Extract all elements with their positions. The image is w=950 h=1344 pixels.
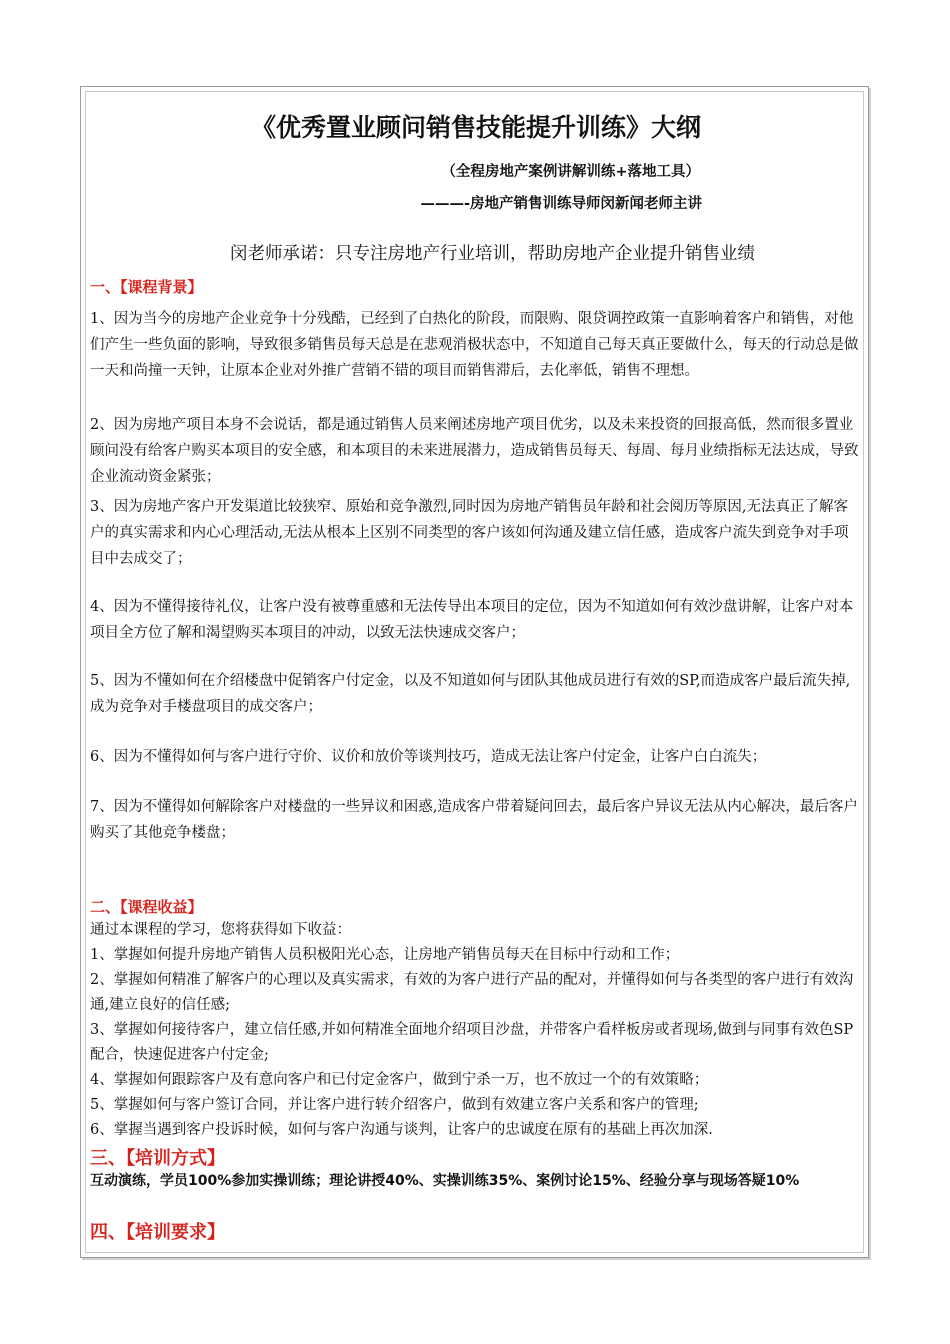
benefit-item-2: 2、掌握如何精准了解客户的心理以及真实需求，有效的为客户进行产品的配对，并懂得如何与各类型的客户进行有效沟通,建立良好的信任感; [90, 972, 854, 1013]
section-heading-method: 三、【培训方式】 [90, 1148, 225, 1169]
benefits-intro: 通过本课程的学习，您将获得如下收益： [90, 922, 351, 938]
benefit-item-4: 4、掌握如何跟踪客户及有意向客户和已付定金客户，做到宁杀一万，也不放过一个的有效策略； [90, 1072, 709, 1088]
background-paragraph-3: 3、因为房地产客户开发渠道比较狭窄、原始和竞争激烈,同时因为房地产销售员年龄和社会阅历等原因,无法真正了解客户的真实需求和内心心理活动,无法从根本上区别不同类型的客户该如何沟通及建立信任感，造成客户流失到竞争对手项目中去成交了； [90, 499, 849, 567]
subtitle: （全程房地产案例讲解训练+落地工具） [441, 164, 700, 180]
background-paragraph-2: 2、因为房地产项目本身不会说话，都是通过销售人员来阐述房地产项目优劣，以及未来投资的回报高低，然而很多置业顾问没有给客户购买本项目的安全感，和本项目的未来进展潜力，造成销售员每天、每周、每月业绩指标无法达成，导致企业流动资金紧张； [90, 417, 859, 485]
background-paragraph-1: 1、因为当今的房地产企业竞争十分残酷，已经到了白热化的阶段，而限购、限贷调控政策一直影响着客户和销售，对他们产生一些负面的影响，导致很多销售员每天总是在悲观消极状态中，不知道自己每天真正要做什么，每天的行动总是做一天和尚撞一天钟，让原本企业对外推广营销不错的项目而销售滞后，去化率低，销售不理想。 [90, 311, 859, 379]
benefit-item-6: 6、掌握当遇到客户投诉时候，如何与客户沟通与谈判，让客户的忠诚度在原有的基础上再次加深. [90, 1122, 713, 1138]
promise-statement: 闵老师承诺：只专注房地产行业培训，帮助房地产企业提升销售业绩 [230, 244, 755, 264]
background-paragraph-6: 6、因为不懂得如何与客户进行守价、议价和放价等谈判技巧，造成无法让客户付定金，让客户白白流失； [90, 749, 767, 765]
section-heading-benefits: 二、【课程收益】 [90, 898, 203, 916]
background-paragraph-7: 7、因为不懂得如何解除客户对楼盘的一些异议和困惑,造成客户带着疑问回去，最后客户异议无法从内心解决，最后客户购买了其他竞争楼盘； [90, 799, 858, 841]
background-paragraph-5: 5、因为不懂如何在介绍楼盘中促销客户付定金，以及不知道如何与团队其他成员进行有效的SP,而造成客户最后流失掉,成为竞争对手楼盘项目的成交客户； [90, 673, 851, 715]
page-title: 《优秀置业顾问销售技能提升训练》大纲 [250, 113, 701, 142]
benefit-item-5: 5、掌握如何与客户签订合同，并让客户进行转介绍客户，做到有效建立客户关系和客户的管理; [90, 1097, 699, 1113]
benefit-item-1: 1、掌握如何提升房地产销售人员积极阳光心态，让房地产销售员每天在目标中行动和工作； [90, 947, 680, 963]
section-heading-background: 一、【课程背景】 [90, 278, 203, 296]
section-heading-requirements: 四、【培训要求】 [90, 1222, 225, 1243]
byline: ———-房地产销售训练导师闵新闻老师主讲 [420, 196, 702, 212]
background-paragraph-4: 4、因为不懂得接待礼仪，让客户没有被尊重感和无法传导出本项目的定位，因为不知道如何有效沙盘讲解，让客户对本项目全方位了解和渴望购买本项目的冲动，以致无法快速成交客户； [90, 599, 854, 641]
benefit-item-3: 3、掌握如何接待客户，建立信任感,并如何精准全面地介绍项目沙盘，并带客户看样板房或者现场,做到与同事有效色SP配合，快速促进客户付定金; [90, 1022, 854, 1063]
method-text: 互动演练，学员100%参加实操训练；理论讲授40%、实操训练35%、案例讨论15%、经验分享与现场答疑10% [90, 1173, 800, 1189]
